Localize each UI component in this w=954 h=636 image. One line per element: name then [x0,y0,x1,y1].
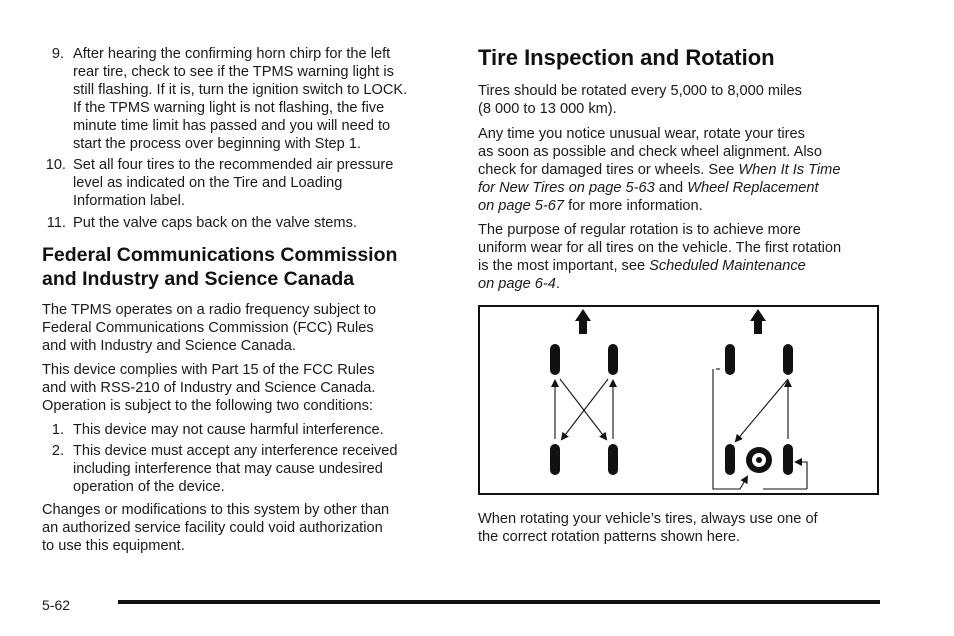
paragraph: The TPMS operates on a radio frequency subject to Federal Communications Commission (FCC) Rules and with Industry and Science Canada. [42,302,376,354]
list-item-text: This device must accept any interference received including interference that may cause undesired operation of the device. [73,443,398,495]
cross-reference-link[interactable]: Wheel Replacement [687,179,819,196]
list-item-number: 11. [46,215,66,231]
paragraph: This device complies with Part 15 of the FCC Rules and with RSS-210 of Industry and Science Canada. Operation is subject to the following two conditions: [42,362,376,414]
list-item-number: 10. [45,157,66,173]
tire-rear-left [550,444,560,475]
list-item-text: This device may not cause harmful interference. [73,422,384,438]
tire-front-right [783,344,793,375]
list-item-text: After hearing the confirming horn chirp for the left rear tire, check to see if the TPMS warning light is still flashing. If it is, turn the ignition switch to LOCK. If the TPMS warning light is not flashing, the five minute time limit has passed and you will need to start the process over beginning with Step 1. [73,46,408,152]
page-number: 5-62 [42,597,71,613]
rotation-pattern-with-spare [713,309,807,489]
paragraph: Any time you notice unusual wear, rotate your tires as soon as possible and check wheel alignment. Also check for damaged tires or wheels. See When It Is Time for New Tires on page 5-63 and Wheel Replacement on page 5-67 for more information. [478,126,841,214]
section-heading-tire-rotation: Tire Inspection and Rotation [478,45,775,70]
list-item-text: Put the valve caps back on the valve stems. [73,215,357,231]
tire-front-left [550,344,560,375]
tire-front-left [725,344,735,375]
spare-tire-icon [746,447,772,473]
figure-caption: When rotating your vehicle’s tires, always use one of the correct rotation patterns shown here. [478,511,818,545]
tire-rear-right [783,444,793,475]
section-heading-fcc: Federal Communications Commission and Industry and Science Canada [42,244,398,290]
list-item-text: Set all four tires to the recommended air pressure level as indicated on the Tire and Loading Information label. [73,157,394,209]
footer-rule [118,600,880,604]
cross-reference-link[interactable]: Scheduled Maintenance [649,257,806,274]
tire-rotation-diagram [478,305,879,495]
tire-rear-right [608,444,618,475]
cross-reference-link[interactable]: for New Tires on page 5-63 [478,179,655,196]
list-item-number: 2. [51,443,64,459]
paragraph: The purpose of regular rotation is to achieve more uniform wear for all tires on the vehicle. The first rotation is the most important, see Scheduled Maintenance on page 6-4. [478,222,842,292]
forward-arrow-icon [750,309,766,334]
paragraph: Changes or modifications to this system by other than an authorized service facility could void authorization to use this equipment. [42,502,390,554]
paragraph: Tires should be rotated every 5,000 to 8,000 miles (8 000 to 13 000 km). [478,83,802,117]
cross-reference-link[interactable]: on page 6-4 [478,275,556,292]
list-item-number: 1. [51,422,64,438]
rotation-pattern-cross [550,309,618,475]
tire-rear-left [725,444,735,475]
tire-rotation-illustration [480,307,877,493]
cross-reference-link[interactable]: on page 5-67 [478,197,565,214]
list-item-number: 9. [51,46,64,62]
forward-arrow-icon [575,309,591,334]
cross-reference-link[interactable]: When It Is Time [738,161,841,178]
tire-front-right [608,344,618,375]
